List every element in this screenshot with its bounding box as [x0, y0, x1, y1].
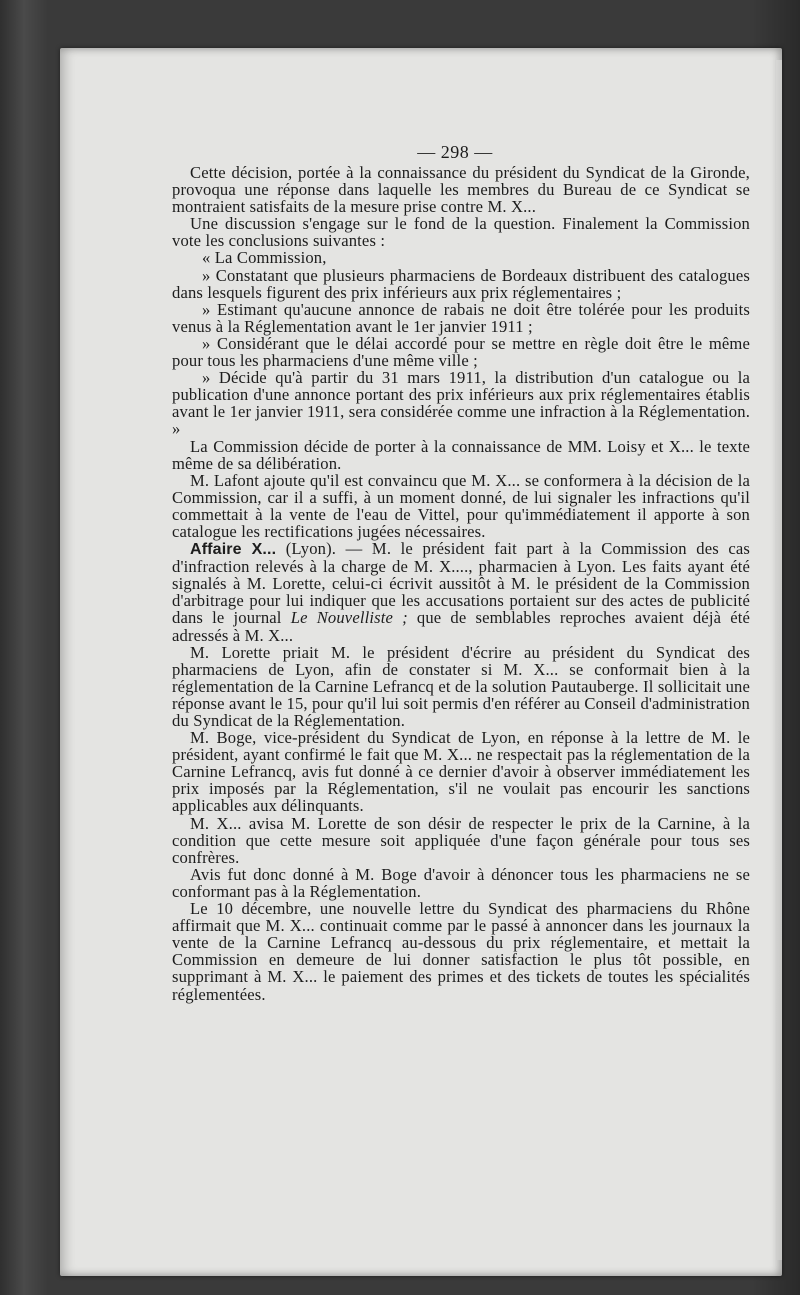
quote-estimant: » Estimant qu'aucune annonce de rabais ne doit être tolérée pour les produits venus à la Réglementation avant le 1er janvier 1911 ; — [172, 299, 750, 336]
quote-decide: » Décide qu'à partir du 31 mars 1911, la distribution d'un catalogue ou la publication d'une annonce portant des prix inférieurs aux prix réglementaires établis avant le 1er janvier 1911, sera considérée comme une infraction à la Réglementation. » — [172, 368, 750, 439]
paragraph-december: Le 10 décembre, une nouvelle lettre du Syndicat des pharmaciens du Rhône affirmait que M. X... continuait comme par le passé à annoncer dans les journaux la vente de la Carnine Lefrancq au-dessous du prix réglementaire, et mettait la Commission en demeure de lui donner satisfaction le plus tôt possible, en supprimant à M. X... le paiement des primes et des tickets de toutes les spécialités réglementées. — [172, 899, 750, 1004]
journal-title: Le Nouvelliste ; — [290, 608, 408, 628]
paragraph-affaire — [172, 540, 750, 644]
affaire-heading: Affaire X... — [190, 541, 277, 559]
paragraph-lorette: M. Lorette priait M. le président d'écrire au président du Syndicat des pharmaciens de Lyon, afin de constater si M. X... se conformait bien à la réglementation de la Carnine Lefrancq et de la solution Pautauberge. Il sollicitait une réponse avant le 15, pour qu'il lui soit permis d'en référer au Conseil d'administration du Syndicat de la Réglementation. — [172, 642, 750, 730]
page-edge — [776, 60, 782, 1260]
paragraph-lafont: M. Lafont ajoute qu'il est convaincu que M. X... se conformera à la décision de la Commission, car il a suffi, à un moment donné, de lui signaler les infractions qu'il commettait à la vente de l'eau de Vittel, pour qu'immédiatement il apporte à son catalogue les rectifications jugées nécessaires. — [172, 470, 750, 541]
quote-considerant: » Considérant que le délai accordé pour se mettre en règle doit être le même pour tous les pharmaciens d'une même ville ; — [172, 333, 750, 371]
quote-commission: « La Commission, — [202, 248, 327, 268]
paragraph-boge: M. Boge, vice-président du Syndicat de Lyon, en réponse à la lettre de M. le président, ayant confirmé le fait que M. X... ne respectait pas la réglementation de la Carnine Lefrancq, avis fut donné à ce dernier d'avoir à observer immédiatement les prix imposés par la Réglementation, s'il ne voulait pas encourir les sanctions applicables aux délinquants. — [172, 728, 750, 816]
paragraph-decision: Cette décision, portée à la connaissance du président du Syndicat de la Gironde, provoqua une réponse dans laquelle les membres du Bureau de ce Syndicat se montraient satisfaits de la mesure prise contre M. X... — [172, 163, 750, 217]
paragraph-commission-decide: La Commission décide de porter à la connaissance de MM. Loisy et X... le texte même de sa délibération. — [172, 436, 750, 473]
paragraph-avis: Avis fut donc donné à M. Boge d'avoir à dénoncer tous les pharmaciens ne se conformant pas à la Réglementation. — [172, 864, 750, 901]
quote-constatant: » Constatant que plusieurs pharmaciens de Bordeaux distribuent des catalogues dans lesquels figurent des prix inférieurs aux prix réglementaires ; — [172, 265, 750, 302]
paragraph-avisa: M. X... avisa M. Lorette de son désir de respecter le prix de la Carnine, à la condition que cette mesure soit appliquée d'une façon générale pour tous ses confrères. — [172, 813, 750, 867]
page-body — [172, 164, 750, 1003]
affaire-text: (Lyon). — M. le président fait part à la Commission des cas d'infraction relevés à la charge de M. X...., pharmacien à Lyon. Les faits ayant été signalés à M. Lorette, celui-ci écrivit aussitôt à M. le président de la Commission d'arbitrage pour lui indiquer que les accusations portaient sur des actes de publicité dans le journal — [172, 539, 750, 628]
affaire-text-end: que de semblables reproches avaient déjà été adressés à M. X... — [172, 608, 750, 645]
paragraph-discussion: Une discussion s'engage sur le fond de la question. Finalement la Commission vote les conclusions suivantes : — [172, 214, 750, 251]
page-number: — 298 — — [417, 142, 493, 162]
